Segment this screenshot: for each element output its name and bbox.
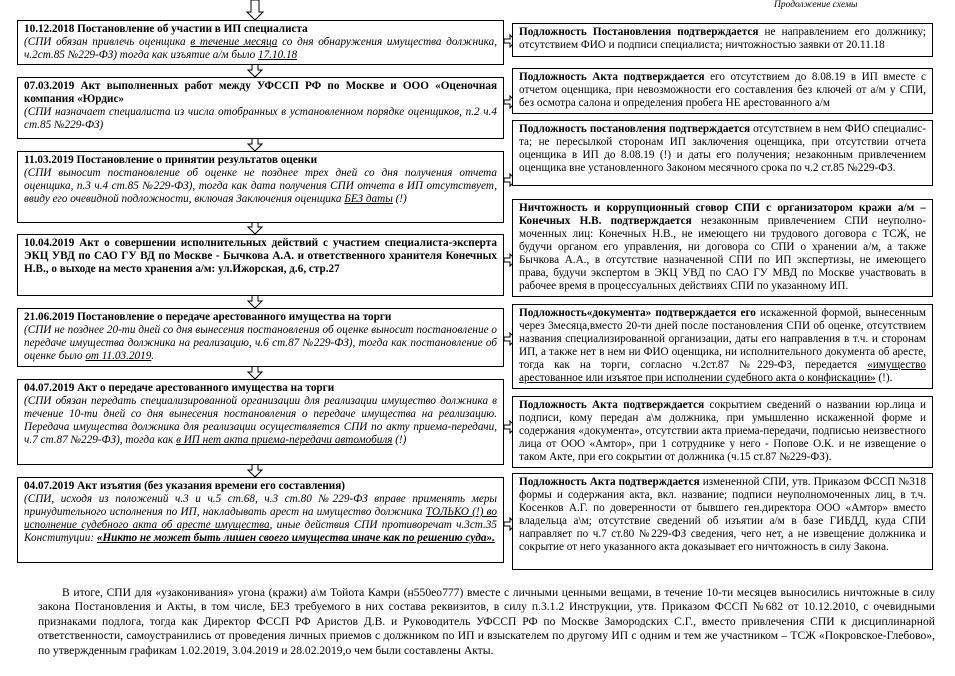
right-box-6 (512, 396, 933, 468)
left-box-5-title: 21.06.2019 Постановление о передаче арестованного имущества на торги (24, 311, 392, 323)
left-box-3-title: 11.03.2019 Постановление о принятии результатов оценки (24, 154, 318, 166)
right-box-2-text: его отсутствием до 8.08.19 в ИП вместе с отчетом оценщика, при невозможности его составления без ключей от а/м у СПИ, без осмотра салона и определения пробега НЕ арестованного а/м (519, 71, 927, 109)
right-box-4 (512, 199, 933, 297)
left-box-6 (17, 379, 504, 465)
left-box-5-note: (СПИ не позднее 20-ти дней со дня вынесения постановления об оценке выносит постановление о передаче имущества должника на реализацию, ч.6 ст.87 №229-ФЗ), тогда как постановление об оценке было от 11.03.2019. (24, 324, 497, 362)
right-box-2 (512, 68, 933, 114)
right-box-6-lead: Подложность Акта подтверждается (519, 399, 705, 411)
right-box-7 (512, 473, 933, 570)
left-box-2 (17, 77, 504, 139)
left-box-3-note: (СПИ выносит постановление об оценке не позднее трех дней со дня получения отчета оценщика, п.3 ч.4 ст.85 №229-ФЗ), тогда как дата получения СПИ отчета в ИП отсутствует, ввиду его очевидной подложности, включая Заключения оценщика БЕЗ даты (!) (24, 167, 497, 205)
summary-paragraph: В итоге, СПИ для «узаконивания» угона (кражи) а\м Тойота Камри (н550ео777) вместе с личными ценными вещами, в течение 10-ти месяцев выносились ничтожные в силу закона Постановления и Акты, в том числе, БЕЗ требуемого в них состава реквизитов, в силу п.3.1.2 Инструкции, утв. Приказом ФССП №682 от 10.12.2010, с очевидными признаками подлога, тогда как Директор ФССП РФ Аристов Д.В. и Руководитель УФССП РФ по Москве Замородских С.Г., вместо привлечения СПИ к дисциплинарной ответственности, самоустранились от проведения личных приемов с должником по ИП и взыскателем по другому ИП с одним и тем же участником – ТСЖ «Покровское-Глебово», по утвержденным графикам 1.02.2019, 3.04.2019 и 28.02.2019,о чем были составлены Акты. (38, 586, 935, 657)
left-box-1 (17, 20, 504, 65)
right-box-4-lead: Ничтожность и коррупционный сговор СПИ с организатором кражи а/м – Конечных Н.В. подтверждается (519, 202, 926, 227)
right-box-4-text: незаконным привлечением СПИ неуполно-моченных лиц: Конечных Н.В., не имеющего ни трудового договора с ТСЖ, не будучи органом его управления, ни договора со СПИ о хранении а/м, а также Бычкова А.А., в отсутствие назначенной СПИ по ИП экспертизы, не имеющего права, будучи экспертом в ЭКЦ УВД по САО ГУ МВД по Москве участвовать в рабочее время в процессуальных действиях СПИ по указанному ИП. (519, 215, 926, 292)
left-box-2-note: (СПИ назначает специалиста из числа отобранных в установленном порядке оценщиков, п.2 ч.4 ст.85 №229-ФЗ) (24, 106, 497, 131)
right-box-3-lead: Подложность постановления подтверждается (519, 123, 751, 135)
left-box-3 (17, 151, 504, 223)
top-arrow (247, 0, 263, 20)
left-box-4 (17, 234, 504, 296)
right-box-5-lead: Подложность«документа» подтверждается его (519, 307, 756, 319)
left-box-6-title: 04.07.2019 Акт о передаче арестованного имущества на торги (24, 382, 335, 394)
left-box-2-title: 07.03.2019 Акт выполненных работ между УФССП РФ по Москве и ООО «Оценочная компания «Юрдис» (24, 80, 497, 105)
right-box-3-text: отсутствием в нем ФИО специалис-та; не пересылкой сторонам ИП заключения оценщика, при отсутствии отчета оценщика в ИП до 8.08.19 (!) и даты его получения; незаконным привлечением оценщика вне установленного Законом месячного срока по ч.2 ст.85 №229-ФЗ. (519, 123, 926, 174)
right-box-2-lead: Подложность Акта подтверждается (519, 71, 705, 83)
left-box-1-note: (СПИ обязан привлечь оценщика в течение месяца со дня обнаружения имущества должника, ч.2ст.85 №229-ФЗ) тогда как изъятие а/м было 17.10.18 (24, 36, 497, 61)
left-box-4-title: 10.04.2019 Акт о совершении исполнительных действий с участием специалиста-эксперта ЭКЦ УВД по САО ГУ ВД по Москве - Бычкова А.А. и ответственного хранителя Конечных Н.В., о выходе на место хранения а/м: ул.Ижорская, д.6, стр.27 (24, 237, 497, 275)
left-box-7 (17, 477, 504, 563)
left-box-7-title: 04.07.2019 Акт изъятия (без указания времени его составления) (24, 480, 346, 492)
right-box-1-text: не направлением его должнику; отсутствием ФИО и подписи специалиста; ничтожностью заявки от 20.11.18 (519, 26, 926, 51)
right-box-1-lead: Подложность Постановления подтверждается (519, 26, 759, 38)
right-box-7-lead: Подложность Акта подтверждается (519, 476, 700, 488)
right-box-1 (512, 23, 933, 57)
right-box-6-text: сокрытием сведений о названии юр.лица и подписи, кому передан а\м должника, при умышленно искаженной форме и содержания «документа», отсутствии акта приема-передачи, подписью неизвестного лица от ООО «Амтор», при 1 сотруднике у него - Попове О.К. и не извещение о таком Акте, при его сокрытии от должника (ч.15 ст.87 №229-ФЗ). (519, 399, 926, 463)
left-box-6-note: (СПИ обязан передать специализированной организации для реализации имущество должника в течение 10-ти дней со дня вынесения постановления о передаче имущества на реализацию. Передача имущества должника для реализации осуществляется СПИ по акту приема-передачи, ч.7 ст.87 №229-ФЗ), тогда как в ИП нет акта приема-передачи автомобиля (!) (24, 395, 497, 446)
left-box-1-title: 10.12.2018 Постановление об участии в ИП специалиста (24, 23, 308, 35)
right-box-5-text: искаженной формой, вынесенным через 3месяца,вместо 20-ти дней после постановления СПИ об оценке, отсутствием названия специализированной организации, даты его направления в т.ч. и сторонам ИП, а также нет в нем ни ФИО оценщика, ни исполнительного документа об аресте, тогда как на торги, согласно ч.2ст.87 №229-ФЗ, передается «имущество арестованное или изъятое при исполнении судебного акта о конфискации» (!). (519, 307, 926, 384)
right-box-7-text: измененной СПИ, утв. Приказом ФССП №318 формы и содержания акта, вкл. название; подписи неуполномоченных лиц, в т.ч. Косенков А.Г. по доверенности от бывшего ген.директора ООО «Амтор» вместо владельца а\м; отсутствие сведений об изъятии а/м в базе ГИБДД, куда СПИ направляет по ч.7 ст.80 №229-ФЗ сведения, чего нет, а не извещение должника и сокрытие от него указанного акта доказывает его ничтожность в силу Закона. (519, 476, 926, 553)
right-box-5 (512, 304, 933, 389)
continuation-label: Продолжение схемы (774, 0, 858, 10)
right-box-3 (512, 120, 933, 186)
left-box-5 (17, 308, 504, 367)
left-box-7-note: (СПИ, исходя из положений ч.3 и ч.5 ст.68, ч.3 ст.80 №229-ФЗ вправе применять меры принудительного исполнения по ИП, накладывать арест на имущество должника ТОЛЬКО (!) во исполнение судебного акта об аресте имущества, иные действия СПИ противоречат ч.3ст.35 Конституции: «Никто не может быть лишен своего имущества иначе как по решению суда». (24, 493, 497, 544)
